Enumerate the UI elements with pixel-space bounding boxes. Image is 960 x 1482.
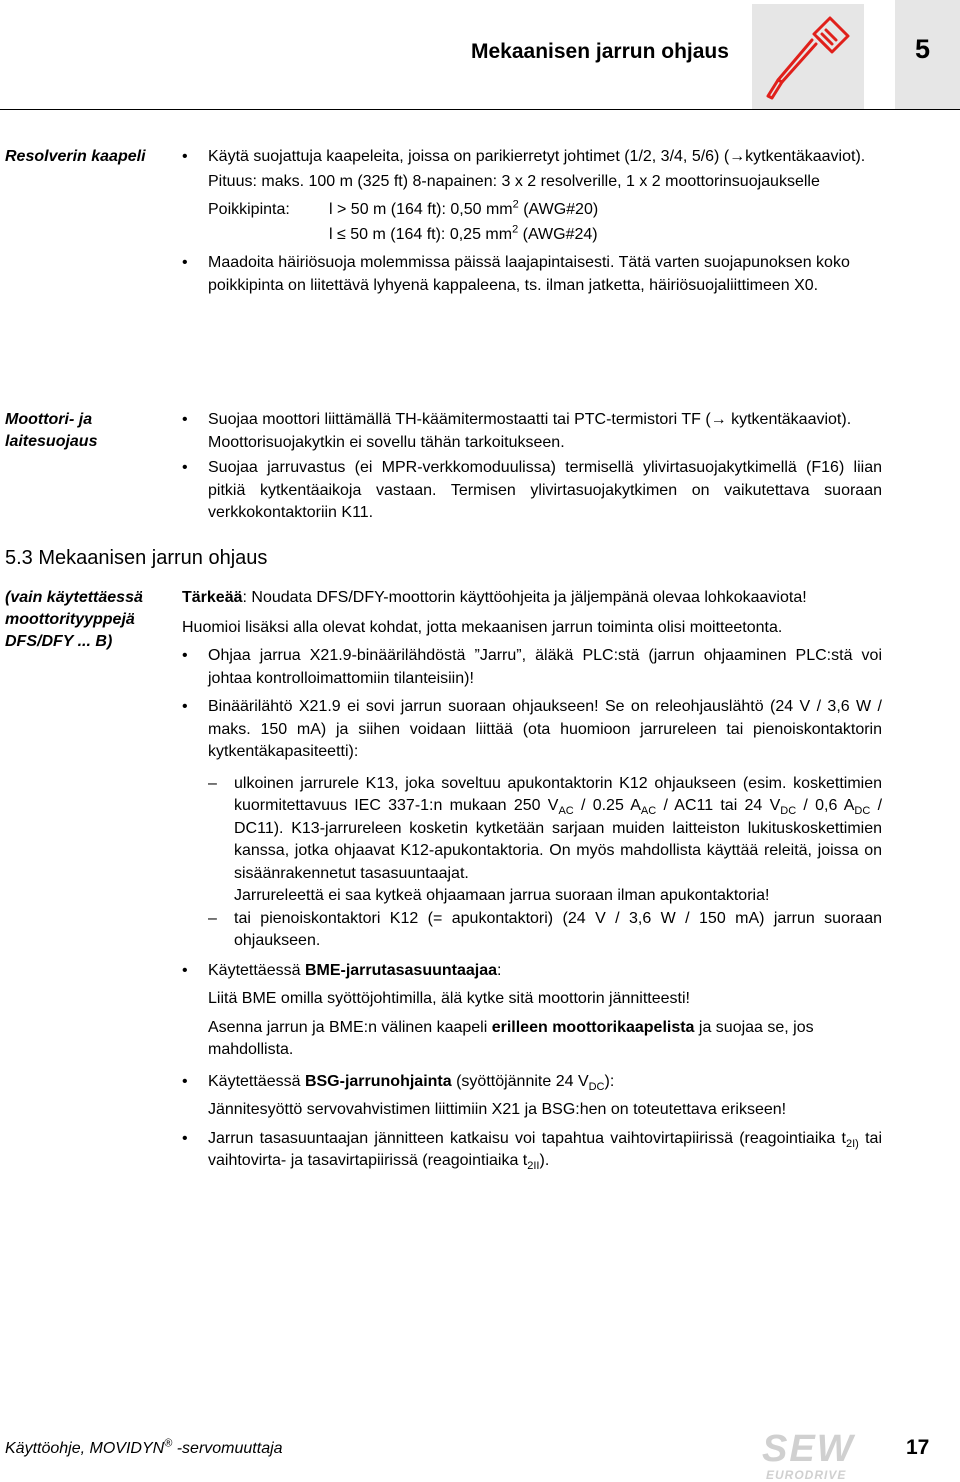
cross-section-label: Poikkipinta:: [208, 201, 290, 218]
list-item: • Ohjaa jarrua X21.9-binäärilähdöstä ”Jarru”, äläkä PLC:stä (jarrun ohjaaminen PLC:stä voi johtaa kontrolloimattomiin tilanteisiin)!: [182, 647, 882, 687]
bme-note: Liitä BME omilla syöttöjohtimilla, älä kytke sitä moottorin jännitteesti!: [208, 990, 690, 1007]
icon-box: [752, 4, 864, 110]
resolver-content: [182, 146, 882, 297]
cross-section: [182, 199, 882, 247]
motor-content: [182, 409, 882, 525]
cross-section-short: l ≤ 50 m (164 ft): 0,25 $mm^2$ (AWG#24): [329, 223, 598, 243]
sidebar-motor-protection: Moottori- ja laitesuojaus: [5, 411, 98, 450]
dash-item: – ulkoinen jarrurele K13, joka soveltuu apukontaktorin K12 ohjaukseen (esim. koskettimien kuormitettavuus IEC 337-1:n mukaan 250 $V_{AC} / 0.25$ $A_{AC} / AC11$ tai 24 $V_{DC} / 0,6$ $A_{DC} / DC11$). K13-jarrureleen kosketin kytketään sarjaan muiden laitteiston lukituskoskettimien kanssa, jotka ohjaavat K12-apukontaktoria. On myös mahdollista käyttää releitä, joissa on sisäänrakennetut tasasuuntaajat. Jarrureleettä ei saa kytkeä ohjaamaan jarrua suoraan ilman apukontaktoria!: [208, 774, 883, 904]
section-content: [182, 587, 882, 1173]
list-item: • Käytä suojattuja kaapeleita, joissa on parikierretyt johtimet (1/2, 3/4, 5/6) (→kytkentäkaaviot).: [182, 148, 866, 165]
footer-doc-title: Käyttöohje, MOVIDYN® -servomuuttaja: [5, 1437, 283, 1457]
list-item: • Suojaa jarruvastus (ei MPR-verkkomoduulissa) termisellä ylivirtasuojakytkimellä (F16) liian pitkiä kytkentäaikoja vastaan. Termisen ylivirtasuojakytkimen on vaikutettava suoraan verkkokontaktoriin K11.: [182, 459, 882, 521]
important-note: Tärkeää: Noudata DFS/DFY-moottorin käyttöohjeita ja jäljempänä olevaa lohkokaaviota!: [182, 589, 807, 606]
header-rule: [0, 109, 960, 110]
cable-length: Pituus: maks. 100 m (325 ft) 8-napainen: 3 x 2 resolverille, 1 x 2 moottorinsuojaukselle: [208, 172, 820, 190]
page-title: Mekaanisen jarrun ohjaus: [471, 40, 729, 63]
sidebar-section-note: (vain käytettäessä moottorityyppejä DFS/DFY ... B): [5, 589, 143, 650]
sidebar-resolver: Resolverin kaapeli: [5, 148, 146, 165]
list-item: • Jarrun tasasuuntaajan jännitteen katkaisu voi tapahtua vaihtovirtapiirissä (reagointiaika $t_{2I)}$ tai vaihtovirta- ja tasavirtapiirissä (reagointiaika $t_{2II}$).: [182, 1129, 883, 1173]
logo-wordmark: SEW: [762, 1428, 855, 1470]
list-item: • Käytettäessä BSG-jarrunohjainta (syöttöjännite 24 $V_{DC}$):: [182, 1072, 615, 1093]
dash-item: – tai pienoiskontaktori K12 (= apukontaktori) (24 V / 3,6 W / 150 mA) jarrun suoraan ohjaukseen.: [208, 909, 882, 949]
section-heading: 5.3 Mekaanisen jarrun ohjaus: [5, 547, 268, 569]
list-item: • Suojaa moottori liittämällä TH-käämitermostaatti tai PTC-termistori TF (→ kytkentäkaaviot). Moottorisuojakytkin ei sovellu tähän tarkoitukseen.: [182, 411, 852, 451]
sew-logo: [752, 1428, 862, 1482]
intro-note: Huomioi lisäksi alla olevat kohdat, jotta mekaanisen jarrun toiminta olisi moitteetonta.: [182, 618, 783, 636]
logo-subtitle: EURODRIVE: [766, 1468, 847, 1482]
list-item: • Binäärilähtö X21.9 ei sovi jarrun suoraan ohjaukseen! Se on releohjauslähtö (24 V / 3,6 W / maks. 150 mA) ja siihen voidaan liittää (ota huomioon jarrureleen tai pienoiskontaktorin kytkentäkapasiteetti):: [182, 698, 882, 760]
cross-section-long: l > 50 m (164 ft): 0,50 $mm^2$ (AWG#20): [329, 198, 599, 218]
list-item: • Maadoita häiriösuoja molemmissa päissä laajapintaisesti. Tätä varten suojapunoksen koko poikkipinta on liitettävä lyhyenä kappaleena, ts. ilman jatketta, häiriösuojaliittimeen X0.: [182, 254, 850, 294]
page-number: 17: [906, 1436, 930, 1459]
bsg-note: Jännitesyöttö servovahvistimen liittimiin X21 ja BSG:hen on toteutettava erikseen!: [208, 1101, 787, 1118]
chapter-number: 5: [915, 34, 931, 64]
bme-cable-note: Asenna jarrun ja BME:n välinen kaapeli erilleen moottorikaapelista ja suojaa se, jos mahdollista.: [208, 1018, 814, 1058]
screwdriver-icon: [752, 4, 864, 110]
list-item: • Käytettäessä BME-jarrutasasuuntaajaa:: [182, 961, 502, 979]
